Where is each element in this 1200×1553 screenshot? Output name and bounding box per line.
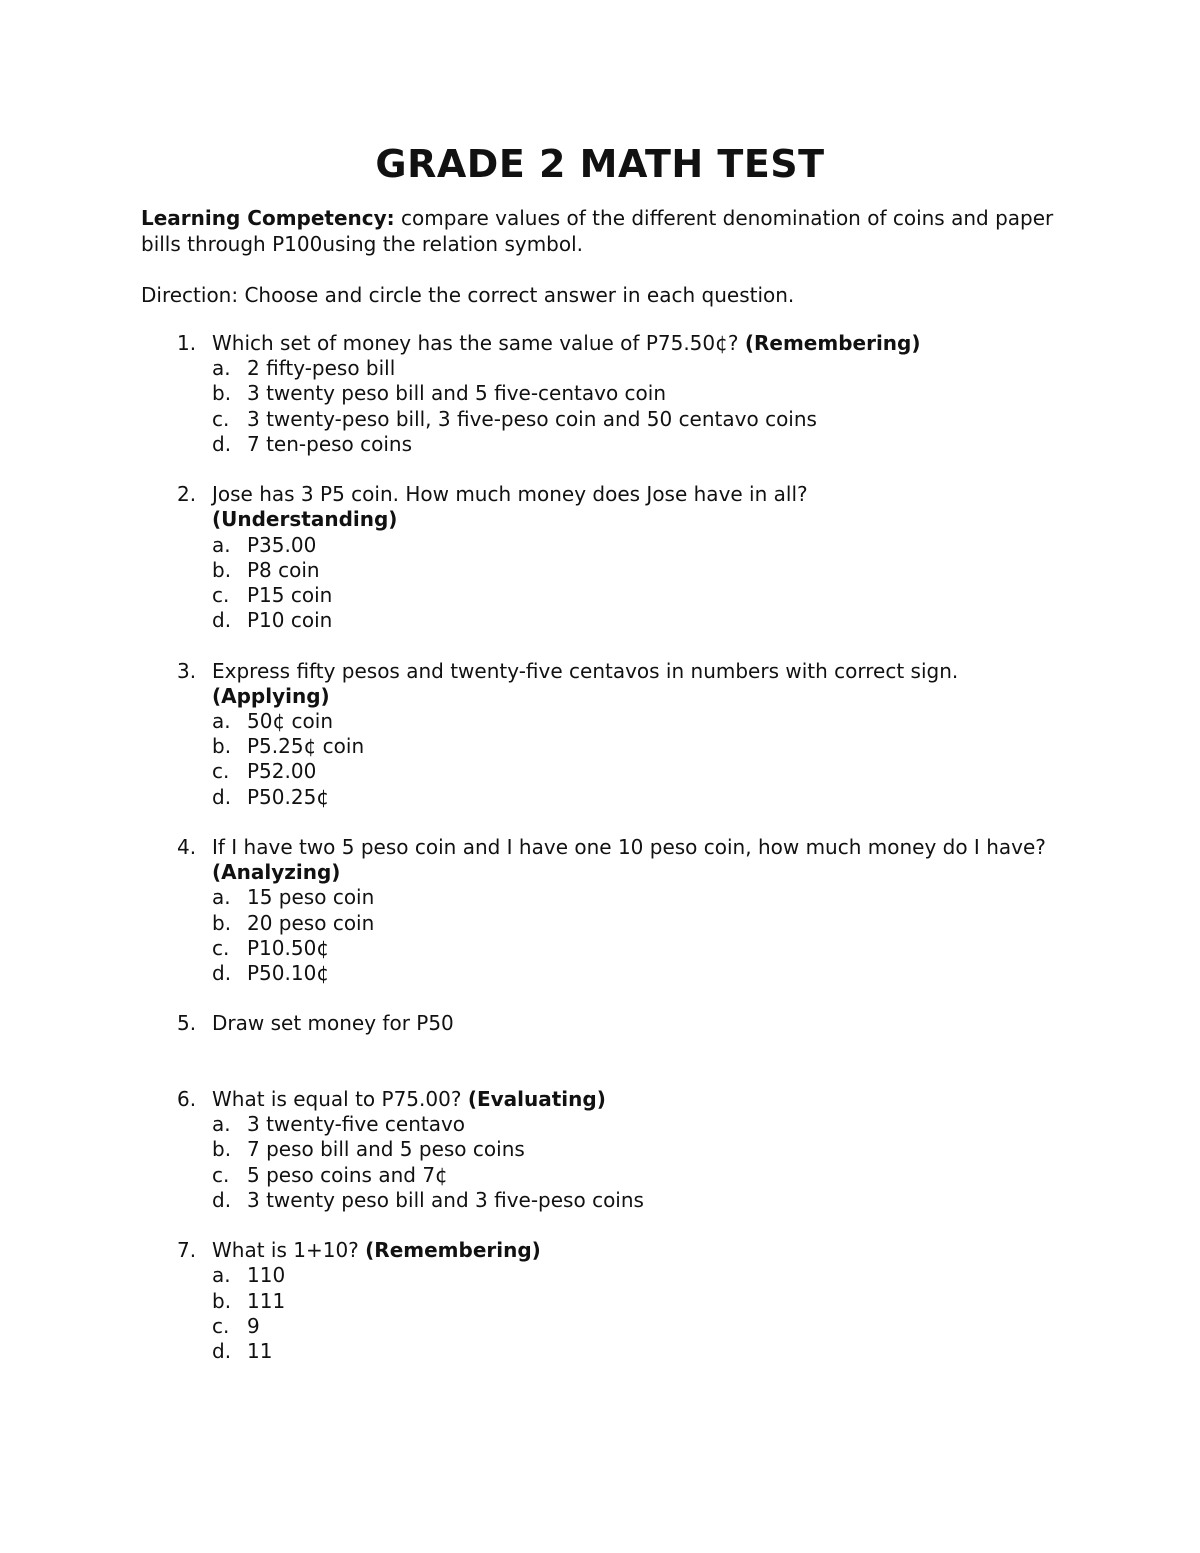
question-7 [141, 1238, 1071, 1364]
question-text: What is 1+10? [212, 1238, 366, 1263]
option-b[interactable] [212, 381, 1071, 406]
cognitive-level: (Understanding) [212, 507, 398, 532]
option-b[interactable] [212, 734, 1071, 759]
option-text: 7 peso bill and 5 peso coins [247, 1137, 525, 1162]
option-list [212, 885, 1071, 986]
question-text: Draw set money for P50 [212, 1011, 454, 1036]
option-letter: b. [212, 910, 232, 935]
question-text-line [212, 835, 1071, 885]
cognitive-level: (Analyzing) [212, 860, 341, 885]
option-list [212, 356, 1071, 457]
option-text: P52.00 [247, 759, 317, 784]
option-a[interactable] [212, 1112, 1071, 1137]
option-letter: b. [212, 734, 232, 759]
option-list [212, 533, 1071, 634]
question-text-line [212, 1238, 1071, 1263]
question-text: Express fifty pesos and twenty-five centavos in numbers with correct sign. [212, 658, 959, 683]
option-text: P10 coin [247, 608, 333, 633]
question-text: Jose has 3 P5 coin. How much money does Jose have in all? [212, 482, 808, 507]
option-text: P50.25¢ [247, 784, 330, 809]
option-letter: c. [212, 406, 230, 431]
question-text-line [212, 331, 1071, 356]
question-2 [141, 482, 1071, 633]
question-number: 7. [177, 1238, 197, 1263]
option-letter: d. [212, 961, 232, 986]
question-3 [141, 659, 1071, 810]
question-number: 3. [177, 658, 197, 683]
option-letter: d. [212, 608, 232, 633]
option-letter: b. [212, 557, 232, 582]
option-c[interactable] [212, 1314, 1071, 1339]
question-text: What is equal to P75.00? [212, 1087, 468, 1112]
question-number: 1. [177, 331, 197, 355]
option-c[interactable] [212, 407, 1071, 432]
option-list [212, 1263, 1071, 1364]
option-text: 3 twenty-five centavo [247, 1112, 466, 1137]
question-list [141, 331, 1071, 1389]
question-number: 4. [177, 835, 197, 860]
question-6 [141, 1087, 1071, 1213]
option-letter: d. [212, 1339, 232, 1364]
option-letter: d. [212, 431, 232, 456]
option-text: P5.25¢ coin [247, 734, 365, 759]
option-text: P35.00 [247, 532, 317, 557]
option-d[interactable] [212, 785, 1071, 810]
option-d[interactable] [212, 608, 1071, 633]
option-letter: a. [212, 1112, 231, 1137]
question-number: 5. [177, 1011, 197, 1036]
option-text: 111 [247, 1288, 286, 1313]
option-letter: a. [212, 709, 231, 734]
option-a[interactable] [212, 1263, 1071, 1288]
option-text: 50¢ coin [247, 709, 333, 734]
option-d[interactable] [212, 1188, 1071, 1213]
option-a[interactable] [212, 533, 1071, 558]
option-b[interactable] [212, 558, 1071, 583]
option-text: 5 peso coins and 7¢ [247, 1162, 448, 1187]
option-b[interactable] [212, 1137, 1071, 1162]
option-letter: c. [212, 583, 230, 608]
question-text: If I have two 5 peso coin and I have one 10 peso coin, how much money do I have? [212, 835, 1046, 860]
cognitive-level: (Applying) [212, 683, 330, 708]
question-number: 6. [177, 1087, 197, 1112]
option-list [212, 1112, 1071, 1213]
option-d[interactable] [212, 1339, 1071, 1364]
option-text: P50.10¢ [247, 961, 330, 986]
option-text: 3 twenty peso bill and 5 five-centavo coin [247, 381, 667, 406]
option-letter: a. [212, 532, 231, 557]
question-1 [141, 331, 1071, 457]
option-c[interactable] [212, 583, 1071, 608]
question-text-line [212, 1087, 1071, 1112]
option-text: 15 peso coin [247, 885, 375, 910]
direction-text: Direction: Choose and circle the correct answer in each question. [141, 283, 795, 307]
option-text: 3 twenty-peso bill, 3 five-peso coin and 50 centavo coins [247, 406, 817, 431]
option-a[interactable] [212, 885, 1071, 910]
option-list [212, 709, 1071, 810]
option-text: 3 twenty peso bill and 3 five-peso coins [247, 1187, 644, 1212]
option-letter: c. [212, 1313, 230, 1338]
option-letter: c. [212, 1162, 230, 1187]
option-a[interactable] [212, 709, 1071, 734]
option-text: 2 fifty-peso bill [247, 356, 396, 381]
option-a[interactable] [212, 356, 1071, 381]
option-text: 110 [247, 1263, 286, 1288]
option-text: 9 [247, 1313, 260, 1338]
competency-text: compare values of the different denomination of coins and paper bills through P100using the relation symbol. [141, 206, 1054, 256]
question-number: 2. [177, 482, 197, 507]
option-letter: b. [212, 1288, 232, 1313]
question-5 [141, 1011, 1071, 1036]
option-letter: a. [212, 1263, 231, 1288]
option-text: P8 coin [247, 557, 320, 582]
option-text: P10.50¢ [247, 935, 330, 960]
page-title: GRADE 2 MATH TEST [375, 142, 825, 186]
option-letter: b. [212, 1137, 232, 1162]
cognitive-level: (Evaluating) [467, 1087, 606, 1112]
option-text: 7 ten-peso coins [247, 431, 413, 456]
option-text: P15 coin [247, 583, 333, 608]
option-letter: c. [212, 935, 230, 960]
option-d[interactable] [212, 432, 1071, 457]
question-text: Which set of money has the same value of P75.50¢? [212, 331, 745, 355]
competency-label: Learning Competency: [141, 206, 395, 230]
option-letter: c. [212, 759, 230, 784]
cognitive-level: (Remembering) [744, 331, 921, 355]
option-letter: d. [212, 784, 232, 809]
option-text: 11 [247, 1339, 273, 1364]
question-4 [141, 835, 1071, 986]
option-letter: a. [212, 356, 231, 381]
option-text: 20 peso coin [247, 910, 375, 935]
option-c[interactable] [212, 936, 1071, 961]
option-letter: a. [212, 885, 231, 910]
option-letter: d. [212, 1187, 232, 1212]
option-letter: b. [212, 381, 232, 406]
option-b[interactable] [212, 911, 1071, 936]
option-b[interactable] [212, 1289, 1071, 1314]
cognitive-level: (Remembering) [365, 1238, 541, 1263]
option-c[interactable] [212, 1163, 1071, 1188]
option-d[interactable] [212, 961, 1071, 986]
learning-competency [141, 205, 1071, 257]
option-c[interactable] [212, 759, 1071, 784]
